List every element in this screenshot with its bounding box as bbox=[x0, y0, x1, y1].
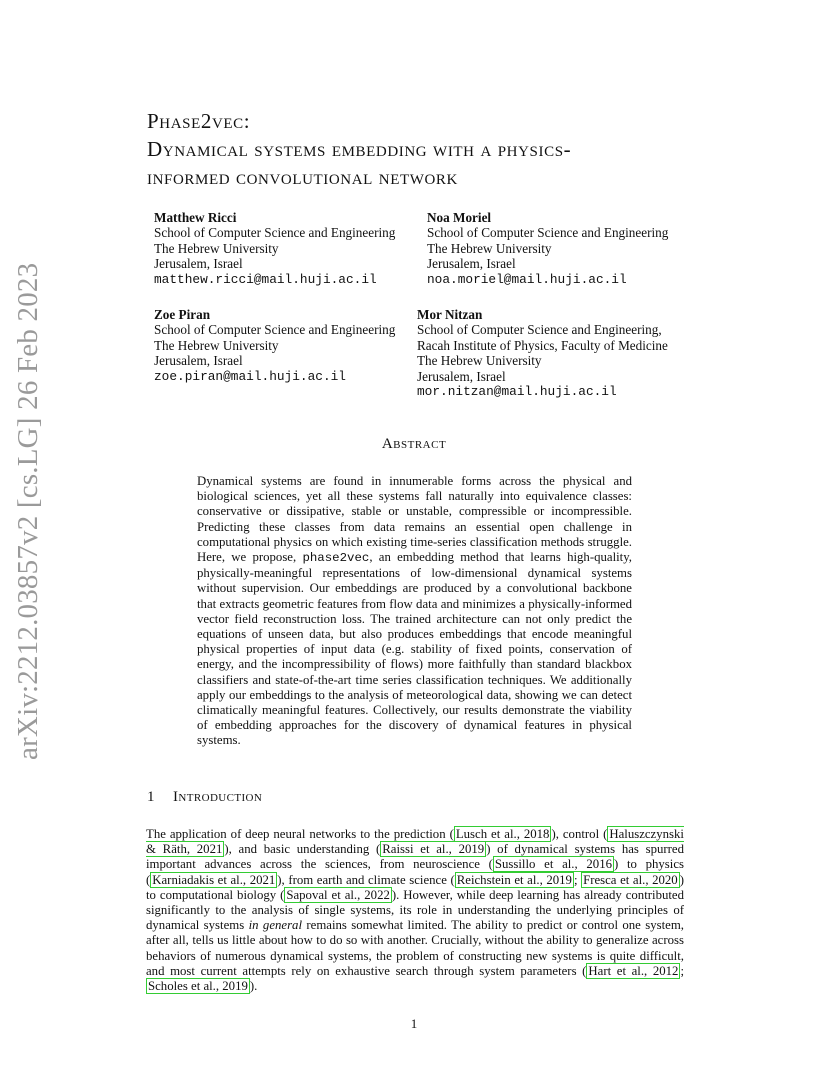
intro-text: ). However, while deep learning has already contributed significantly to the analysis of single systems, its role in understanding the underlying principles of dynamical systems bbox=[146, 887, 685, 933]
intro-text: The application of deep neural networks to the prediction ( bbox=[146, 827, 454, 841]
abstract-part: , an embedding method that learns high-quality, physically-meaningful representations of low-dimensional dynamical systems without supervision. Our embeddings are produced by a convolutional backbone that extracts geometric features from flow data and minimizes a physically-informed vector field reconstruction loss. The trained architecture can not only predict the equations of unseen data, but also produces embeddings that encode meaningful physical properties of input data (e.g. stability of fixed points, conservation of energy, and the incompressibility of flows) more faithfully than standard blackbox classifiers and state-of-the-art time series classification techniques. We additionally apply our embeddings to the analysis of meteorological data, showing we can detect climatically meaningful features. Collectively, our results demonstrate the viability of embedding approaches for the discovery of dynamical features in physical systems. bbox=[197, 550, 633, 748]
abstract-heading: Abstract bbox=[381, 436, 447, 452]
arxiv-identifier-stamp: arXiv:2212.03857v2 [cs.LG] 26 Feb 2023 bbox=[12, 262, 44, 760]
intro-text: ; bbox=[573, 872, 582, 887]
intro-text: ), and basic understanding ( bbox=[224, 842, 381, 857]
paper-title bbox=[147, 107, 707, 191]
intro-text: ) to computational biology ( bbox=[146, 872, 684, 902]
author-affiliation: Jerusalem, Israel bbox=[427, 256, 516, 272]
introduction-paragraph bbox=[146, 827, 684, 994]
author-block bbox=[417, 307, 668, 399]
citation-link[interactable]: Scholes et al., 2019 bbox=[148, 979, 248, 994]
section-number: 1 bbox=[147, 789, 155, 805]
author-name: Mor Nitzan bbox=[417, 307, 483, 322]
intro-text: ; bbox=[680, 963, 684, 978]
emphasis-text: in general bbox=[248, 918, 303, 933]
method-name: phase2vec bbox=[302, 551, 370, 566]
author-affiliation: Racah Institute of Physics, Faculty of Medicine bbox=[417, 337, 668, 353]
author-email[interactable]: zoe.piran@mail.huji.ac.il bbox=[154, 368, 346, 384]
author-email[interactable]: noa.moriel@mail.huji.ac.il bbox=[427, 271, 627, 287]
citation-link[interactable]: Reichstein et al., 2019 bbox=[456, 872, 572, 887]
author-affiliation: The Hebrew University bbox=[427, 240, 552, 256]
intro-text: ), from earth and climate science ( bbox=[277, 872, 455, 887]
citation-link[interactable]: Sussillo et al., 2016 bbox=[494, 857, 612, 872]
author-affiliation: School of Computer Science and Engineering bbox=[427, 225, 669, 241]
intro-text: ). bbox=[249, 979, 258, 994]
page-number: 1 bbox=[410, 1016, 418, 1031]
intro-text: ) to physics ( bbox=[146, 857, 684, 887]
citation-link[interactable]: Hart et al., 2012 bbox=[588, 963, 679, 978]
author-email[interactable]: mor.nitzan@mail.huji.ac.il bbox=[417, 384, 617, 400]
author-affiliation: The Hebrew University bbox=[154, 337, 279, 353]
author-affiliation: Jerusalem, Israel bbox=[154, 353, 243, 369]
author-affiliation: School of Computer Science and Engineering bbox=[154, 322, 396, 338]
author-affiliation: Jerusalem, Israel bbox=[154, 256, 243, 272]
author-name: Noa Moriel bbox=[427, 210, 492, 225]
citation-link[interactable]: Lusch et al., 2018 bbox=[455, 827, 550, 841]
section-title: Introduction bbox=[173, 789, 263, 805]
citation-link[interactable]: Fresca et al., 2020 bbox=[583, 872, 678, 887]
author-affiliation: School of Computer Science and Engineering bbox=[154, 225, 396, 241]
author-name: Zoe Piran bbox=[154, 307, 211, 322]
section-heading bbox=[147, 789, 262, 806]
author-affiliation: The Hebrew University bbox=[417, 353, 542, 369]
title-line: Phase2vec: bbox=[147, 109, 251, 133]
author-affiliation: The Hebrew University bbox=[154, 240, 279, 256]
author-affiliation: School of Computer Science and Engineering, bbox=[417, 322, 662, 338]
author-email[interactable]: matthew.ricci@mail.huji.ac.il bbox=[154, 271, 377, 287]
intro-text: remains somewhat limited. The ability to predict or control one system, after all, tells us little about how to do so with another. Crucially, without the ability to generalize across behaviors of numerous dynamical systems, the problem of constructing new systems is quite difficult, and most current attempts rely on exhaustive search through system parameters ( bbox=[146, 918, 684, 978]
citation-link[interactable]: Haluszczynski & Räth, 2021 bbox=[146, 827, 684, 857]
author-block bbox=[427, 210, 668, 287]
citation-link[interactable]: Karniadakis et al., 2021 bbox=[152, 872, 276, 887]
abstract-text bbox=[197, 474, 632, 749]
abstract-part: Dynamical systems are found in innumerable forms across the physical and biological sciences, yet all these systems fall naturally into equivalence classes: conservative or dissipative, stable or unstable, compressible or incompressible. Predicting these classes from data remains an essential open challenge in computational physics on which existing time-series classification methods struggle. Here, we propose, bbox=[197, 474, 632, 565]
author-block bbox=[154, 210, 395, 287]
citation-link[interactable]: Raissi et al., 2019 bbox=[382, 842, 485, 857]
intro-text: ) of dynamical systems has spurred important advances across the sciences, from neuroscience ( bbox=[146, 842, 684, 872]
citation-link[interactable]: Sapoval et al., 2022 bbox=[286, 887, 390, 902]
title-line: Dynamical systems embedding with a physics- bbox=[147, 137, 572, 161]
intro-text: ), control ( bbox=[551, 827, 608, 841]
author-affiliation: Jerusalem, Israel bbox=[417, 368, 506, 384]
author-block bbox=[154, 307, 395, 384]
author-name: Matthew Ricci bbox=[154, 210, 237, 225]
title-line: informed convolutional network bbox=[147, 165, 458, 189]
